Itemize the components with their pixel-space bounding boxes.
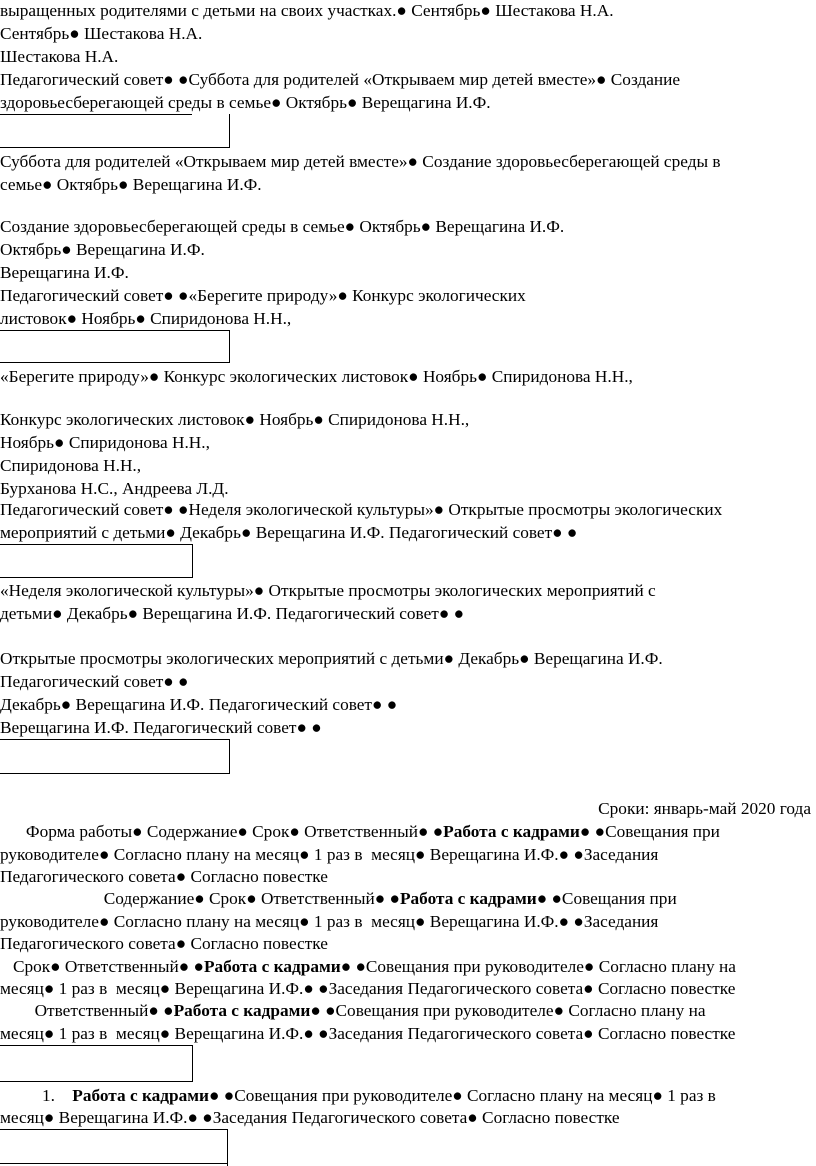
table-cell-box xyxy=(0,1045,193,1082)
text-line: Декабрь● Верещагина И.Ф. Педагогический совет● ● xyxy=(0,695,398,714)
text-line: Шестакова Н.А. xyxy=(0,47,119,66)
text-line: Срок● Ответственный● ●Работа с кадрами● ●Совещания при руководителе● Согласно плану на xyxy=(0,957,736,976)
text-line: месяц● 1 раз в месяц● Верещагина И.Ф.● ●Заседания Педагогического совета● Согласно повестке xyxy=(0,1024,736,1043)
text-line: руководителе● Согласно плану на месяц● 1 раз в месяц● Верещагина И.Ф.● ●Заседания xyxy=(0,845,659,864)
table-cell-box xyxy=(0,544,193,578)
text-line: Суббота для родителей «Открываем мир детей вместе»● Создание здоровьесберегающей среды в xyxy=(0,152,721,171)
table-cell-box xyxy=(0,330,230,363)
text-line: Верещагина И.Ф. xyxy=(0,263,129,282)
text-line: Спиридонова Н.Н., xyxy=(0,456,142,475)
text-line: Создание здоровьесберегающей среды в семье● Октябрь● Верещагина И.Ф. xyxy=(0,217,565,236)
text-line: листовок● Ноябрь● Спиридонова Н.Н., xyxy=(0,309,292,328)
text-line: Конкурс экологических листовок● Ноябрь● Спиридонова Н.Н., xyxy=(0,410,470,429)
text-line: Бурханова Н.С., Андреева Л.Д. xyxy=(0,479,229,498)
text-line: руководителе● Согласно плану на месяц● 1 раз в месяц● Верещагина И.Ф.● ●Заседания xyxy=(0,912,659,931)
text-line: Ноябрь● Спиридонова Н.Н., xyxy=(0,433,210,452)
text-line: Сентябрь● Шестакова Н.А. xyxy=(0,24,203,43)
text-line: семье● Октябрь● Верещагина И.Ф. xyxy=(0,175,262,194)
table-border xyxy=(227,1129,228,1166)
text-line: месяц● Верещагина И.Ф.● ●Заседания Педагогического совета● Согласно повестке xyxy=(0,1108,620,1127)
text-line: Верещагина И.Ф. Педагогический совет● ● xyxy=(0,718,322,737)
text-line: Педагогический совет● ●«Берегите природу»● Конкурс экологических xyxy=(0,286,526,305)
table-border xyxy=(0,1163,228,1164)
text-line: Ответственный● ●Работа с кадрами● ●Совещания при руководителе● Согласно плану на xyxy=(0,1001,706,1020)
table-border xyxy=(0,1129,228,1130)
text-line: «Неделя экологической культуры»● Открытые просмотры экологических мероприятий с xyxy=(0,581,656,600)
text-line: «Берегите природу»● Конкурс экологических листовок● Ноябрь● Спиридонова Н.Н., xyxy=(0,367,633,386)
text-line: Содержание● Срок● Ответственный● ●Работа с кадрами● ●Совещания при xyxy=(0,889,677,908)
schedule-heading: Сроки: январь-май 2020 года xyxy=(598,799,811,818)
numbered-item: 1. Работа с кадрами● ●Совещания при руководителе● Согласно плану на месяц● 1 раз в xyxy=(42,1086,716,1105)
text-line: месяц● 1 раз в месяц● Верещагина И.Ф.● ●Заседания Педагогического совета● Согласно повестке xyxy=(0,979,736,998)
table-border xyxy=(0,147,230,148)
text-line: выращенных родителями с детьми на своих участках.● Сентябрь● Шестакова Н.А. xyxy=(0,1,614,20)
text-line: Открытые просмотры экологических мероприятий с детьми● Декабрь● Верещагина И.Ф. xyxy=(0,649,663,668)
table-border xyxy=(0,114,192,115)
text-line: детьми● Декабрь● Верещагина И.Ф. Педагогический совет● ● xyxy=(0,604,465,623)
text-line: Педагогический совет● ●Суббота для родителей «Открываем мир детей вместе»● Создание xyxy=(0,70,681,89)
text-line: Форма работы● Содержание● Срок● Ответственный● ●Работа с кадрами● ●Совещания при xyxy=(0,822,720,841)
table-cell-box xyxy=(0,739,230,774)
text-line: здоровьесберегающей среды в семье● Октябрь● Верещагина И.Ф. xyxy=(0,93,491,112)
table-border xyxy=(229,114,230,148)
text-line: Педагогический совет● ● xyxy=(0,672,189,691)
text-line: Педагогического совета● Согласно повестке xyxy=(0,867,328,886)
text-line: Октябрь● Верещагина И.Ф. xyxy=(0,240,205,259)
text-line: Педагогического совета● Согласно повестке xyxy=(0,934,328,953)
text-line: Педагогический совет● ●Неделя экологической культуры»● Открытые просмотры экологических xyxy=(0,500,723,519)
text-line: мероприятий с детьми● Декабрь● Верещагина И.Ф. Педагогический совет● ● xyxy=(0,523,578,542)
